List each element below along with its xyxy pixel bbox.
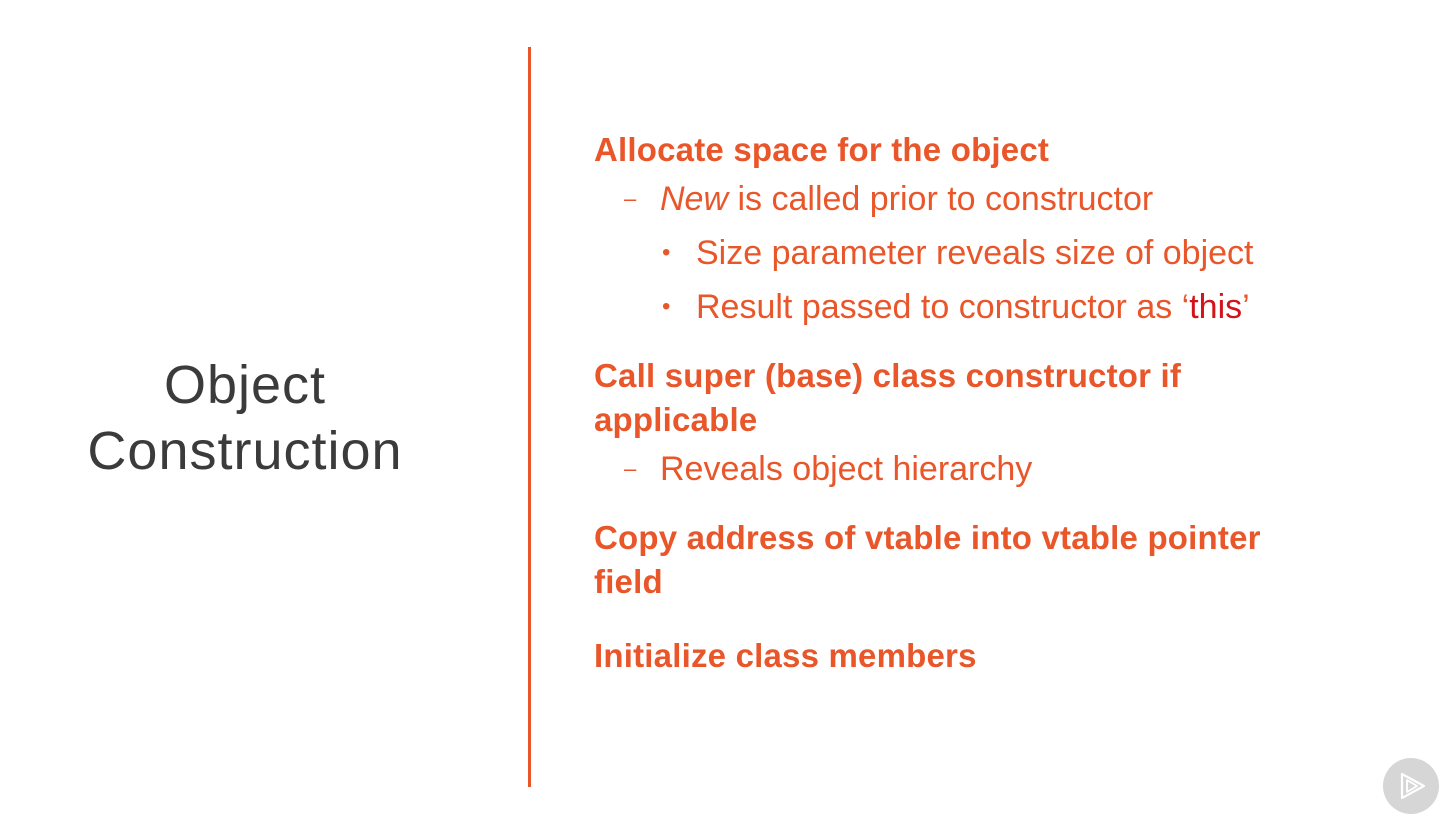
point-1-bullet-2-suffix: ’ — [1242, 288, 1250, 326]
slide-title-line-1: Object — [163, 355, 327, 415]
this-keyword: this — [1189, 288, 1243, 326]
point-4-heading: Initialize class members — [594, 637, 977, 674]
bullet-marker: • — [662, 239, 671, 266]
point-2-heading-line-2: applicable — [594, 401, 758, 438]
vertical-divider — [528, 47, 531, 787]
slide-title — [40, 352, 450, 484]
point-2-sub-1 — [594, 442, 1414, 496]
dash-marker: – — [624, 186, 637, 211]
point-1-bullet-1 — [594, 226, 1414, 280]
point-3-heading-line-2: field — [594, 563, 663, 600]
play-logo-glyph — [1394, 769, 1428, 803]
new-keyword: New — [660, 180, 729, 218]
slide-title-line-2: Construction — [87, 421, 403, 481]
point-1-bullet-2 — [594, 280, 1414, 334]
point-1-bullet-1-text: Size parameter reveals size of object — [696, 234, 1254, 272]
point-2-heading-line-1: Call super (base) class constructor if — [594, 357, 1182, 394]
point-2-heading — [594, 354, 1414, 442]
point-1-bullet-2-prefix: Result passed to constructor as ‘ — [696, 288, 1190, 326]
bullet-marker: • — [662, 293, 671, 320]
point-2-sub-1-text: Reveals object hierarchy — [660, 450, 1033, 488]
point-3-heading-line-1: Copy address of vtable into vtable pointer — [594, 519, 1261, 556]
dash-marker: – — [624, 456, 637, 481]
point-1-sub-1-text: is called prior to constructor — [728, 180, 1154, 218]
content-list — [594, 128, 1414, 678]
point-3-heading — [594, 516, 1414, 604]
play-logo-icon — [1383, 758, 1439, 814]
point-1-sub-1 — [594, 172, 1414, 226]
point-1-heading: Allocate space for the object — [594, 131, 1050, 168]
